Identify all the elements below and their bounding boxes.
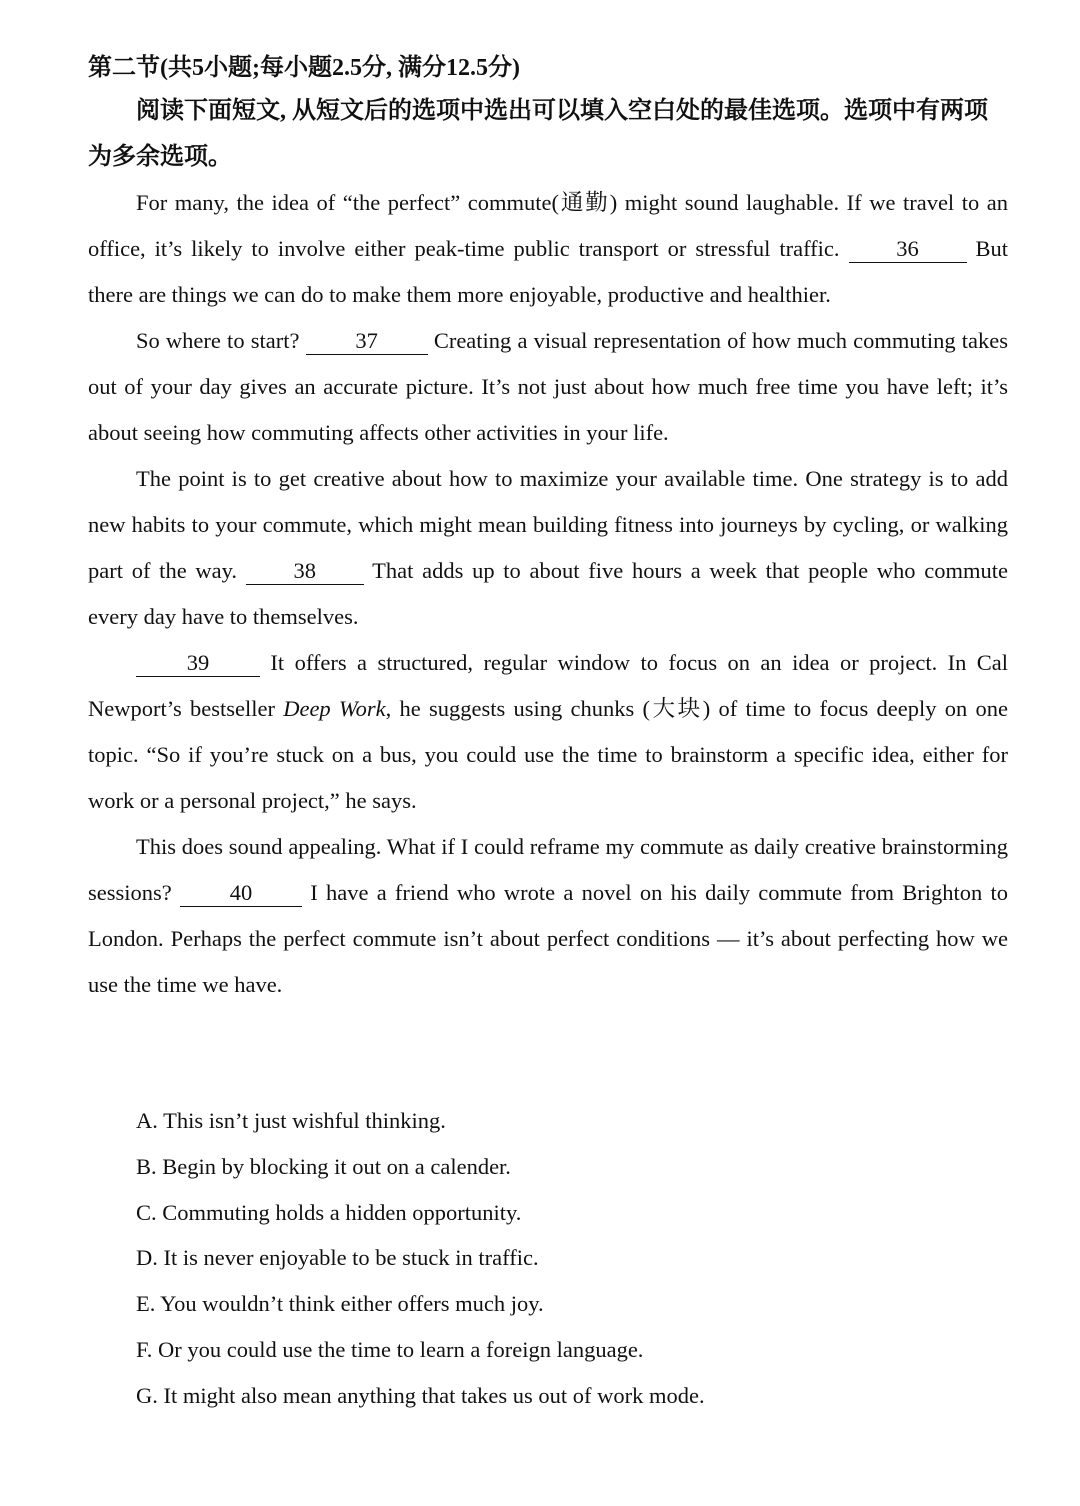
option-e: E. You wouldn’t think either offers much joy. xyxy=(136,1291,544,1317)
paragraph-text: This does sound appealing. What if I could reframe my commute as daily creative brainstorming sessions? xyxy=(88,834,1008,905)
paragraph-text: That adds up to about five hours a week that people who commute every day have to themselves. xyxy=(88,558,1008,629)
option-d: D. It is never enjoyable to be stuck in traffic. xyxy=(136,1245,539,1271)
paragraph-text: , he suggests using chunks (大块) of time to focus deeply on one topic. “So if you’re stuck on a bus, you could use the time to brainstorm a specific idea, either for work or a personal project,” he says. xyxy=(88,696,1008,813)
option-b: B. Begin by blocking it out on a calender. xyxy=(136,1153,511,1179)
option-a: A. This isn’t just wishful thinking. xyxy=(136,1108,446,1133)
option-f: F. Or you could use the time to learn a foreign language. xyxy=(136,1336,644,1362)
answer-blank-38: 38 xyxy=(246,558,364,585)
answer-blank-40: 40 xyxy=(180,880,302,907)
answer-blank-36: 36 xyxy=(849,236,967,263)
answer-blank-39: 39 xyxy=(136,650,260,677)
option-g: G. It might also mean anything that takes us out of work mode. xyxy=(136,1382,705,1408)
answer-blank-37: 37 xyxy=(306,328,428,355)
section-title: 第二节(共5小题;每小题2.5分, 满分12.5分) xyxy=(88,55,520,81)
passage-paragraph-3 xyxy=(88,456,1008,640)
paragraph-text: The point is to get creative about how to maximize your available time. One strategy is to add new habits to your commute, which might mean building fitness into journeys by cycling, or walking part of the way. xyxy=(88,466,1008,583)
paragraph-text: So where to start? xyxy=(136,328,300,353)
reading-section xyxy=(88,48,1008,1008)
passage-paragraph-2 xyxy=(88,318,1008,456)
paragraph-text: It offers a structured, regular window to focus on an idea or project. In Cal Newport’s bestseller xyxy=(88,650,1009,721)
paragraph-text: For many, the idea of “the perfect” commute(通勤) might sound laughable. If we travel to an office, it’s likely to involve either peak-time public transport or stressful traffic. xyxy=(88,190,1008,261)
book-title: Deep Work xyxy=(283,696,386,721)
paragraph-text: But there are things we can do to make them more enjoyable, productive and healthier. xyxy=(88,236,1008,307)
passage-paragraph-5 xyxy=(88,824,1008,1008)
paragraph-text: I have a friend who wrote a novel on his daily commute from Brighton to London. Perhaps the perfect commute isn’t about perfect conditions — it’s about perfecting how we use the time we have. xyxy=(88,880,1009,997)
paragraph-text: Creating a visual representation of how much commuting takes out of your day gives an accurate picture. It’s not just about how much free time you have left; it’s about seeing how commuting affects other activities in your life. xyxy=(88,328,1008,445)
passage-paragraph-1 xyxy=(88,180,1008,318)
instructions: 阅读下面短文, 从短文后的选项中选出可以填入空白处的最佳选项。选项中有两项为多余选项。 xyxy=(88,98,988,170)
option-c: C. Commuting holds a hidden opportunity. xyxy=(136,1199,522,1225)
answer-options xyxy=(136,1098,1036,1419)
passage-paragraph-4 xyxy=(88,640,1008,824)
